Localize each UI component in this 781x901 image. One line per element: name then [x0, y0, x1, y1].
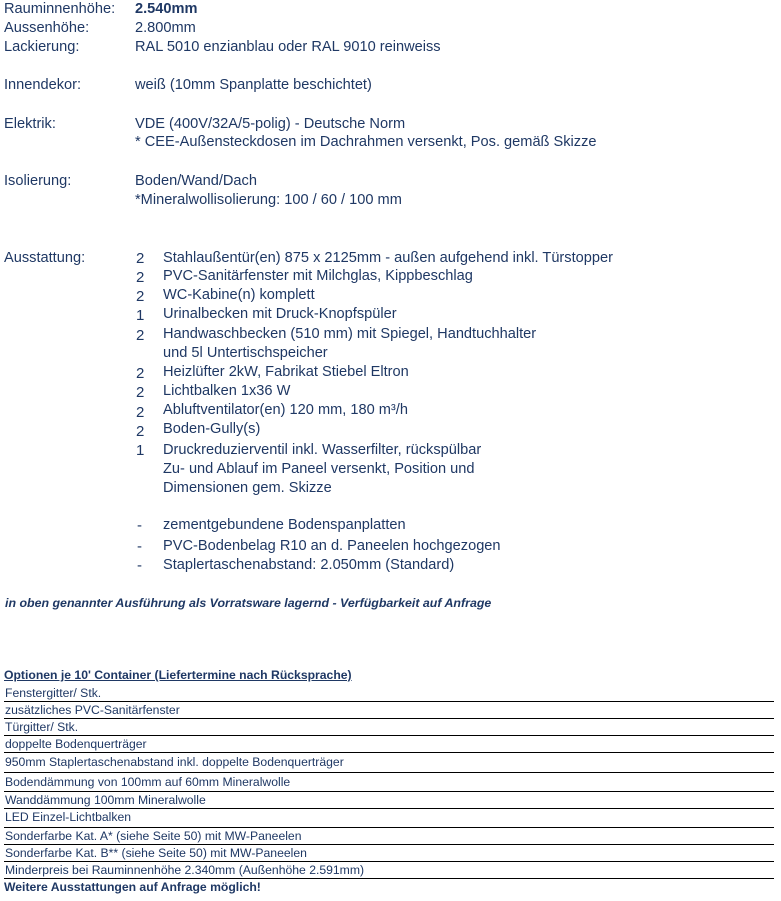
item-qty: 2	[136, 288, 145, 305]
option-label: Sonderfarbe Kat. A* (siehe Seite 50) mit MW-Paneelen	[5, 829, 302, 843]
option-label: Türgitter/ Stk.	[5, 720, 79, 734]
spec-value-aussenhoehe: 2.800mm	[135, 20, 196, 36]
option-row	[4, 792, 774, 809]
option-row	[4, 773, 774, 792]
spec-value-rauminnenhoehe: 2.540mm	[135, 1, 198, 17]
item-qty: 1	[136, 442, 145, 459]
item-text-cont: und 5l Untertischspeicher	[163, 345, 328, 361]
item-text: Abluftventilator(en) 120 mm, 180 m³/h	[163, 402, 408, 418]
item-text-cont: Zu- und Ablauf im Paneel versenkt, Position und	[163, 461, 475, 477]
option-label: doppelte Bodenquerträger	[5, 737, 147, 751]
extra-text: zementgebundene Bodenspanplatten	[163, 517, 406, 533]
option-label: Wanddämmung 100mm Mineralwolle	[5, 793, 206, 807]
item-text: WC-Kabine(n) komplett	[163, 287, 315, 303]
option-label: zusätzliches PVC-Sanitärfenster	[5, 703, 180, 717]
option-label: LED Einzel-Lichtbalken	[5, 810, 132, 824]
item-qty: 2	[136, 404, 145, 421]
option-label: Sonderfarbe Kat. B** (siehe Seite 50) mit MW-Paneelen	[5, 846, 307, 860]
extra-dash: -	[137, 517, 142, 534]
spec-value-elektrik-note: * CEE-Außensteckdosen im Dachrahmen versenkt, Pos. gemäß Skizze	[135, 134, 597, 150]
option-row	[4, 753, 774, 773]
item-qty: 2	[136, 365, 145, 382]
extra-dash: -	[137, 538, 142, 555]
item-text-cont: Dimensionen gem. Skizze	[163, 480, 332, 496]
spec-value-isolierung: Boden/Wand/Dach	[135, 173, 257, 189]
options-footer: Weitere Ausstattungen auf Anfrage möglich!	[4, 880, 261, 894]
spec-value-isolierung-note: *Mineralwollisolierung: 100 / 60 / 100 mm	[135, 192, 402, 208]
spec-label-isolierung: Isolierung:	[4, 173, 72, 189]
item-qty: 1	[136, 307, 145, 324]
spec-value-lackierung: RAL 5010 enzianblau oder RAL 9010 reinweiss	[135, 39, 441, 55]
item-qty: 2	[136, 423, 145, 440]
item-text: Lichtbalken 1x36 W	[163, 383, 291, 399]
item-qty: 2	[136, 327, 145, 344]
extra-text: Staplertaschenabstand: 2.050mm (Standard)	[163, 557, 455, 573]
option-row	[4, 702, 774, 719]
item-qty: 2	[136, 384, 145, 401]
item-text: Druckreduzierventil inkl. Wasserfilter, rückspülbar	[163, 442, 482, 458]
spec-label-aussenhoehe: Aussenhöhe:	[4, 20, 90, 36]
item-text: PVC-Sanitärfenster mit Milchglas, Kippbeschlag	[163, 268, 473, 284]
extra-text: PVC-Bodenbelag R10 an d. Paneelen hochgezogen	[163, 538, 501, 554]
spec-label-elektrik: Elektrik:	[4, 116, 56, 132]
option-row	[4, 809, 774, 828]
options-title: Optionen je 10' Container (Liefertermine nach Rücksprache)	[4, 668, 352, 682]
extra-dash: -	[137, 557, 142, 574]
item-qty: 2	[136, 250, 145, 267]
option-row	[4, 845, 774, 862]
option-label: Minderpreis bei Rauminnenhöhe 2.340mm (Außenhöhe 2.591mm)	[5, 863, 365, 877]
item-text: Heizlüfter 2kW, Fabrikat Stiebel Eltron	[163, 364, 409, 380]
item-text: Urinalbecken mit Druck-Knopfspüler	[163, 306, 397, 322]
availability-note: in oben genannter Ausführung als Vorratsware lagernd - Verfügbarkeit auf Anfrage	[5, 596, 492, 610]
option-row	[4, 828, 774, 845]
spec-label-rauminnenhoehe: Rauminnenhöhe:	[4, 1, 116, 17]
option-row	[4, 736, 774, 753]
spec-label-innendekor: Innendekor:	[4, 77, 82, 93]
option-label: 950mm Staplertaschenabstand inkl. doppelte Bodenquerträger	[5, 755, 344, 769]
spec-value-innendekor: weiß (10mm Spanplatte beschichtet)	[135, 77, 372, 93]
item-qty: 2	[136, 269, 145, 286]
spec-value-elektrik: VDE (400V/32A/5-polig) - Deutsche Norm	[135, 116, 406, 132]
ausstattung-label: Ausstattung:	[4, 250, 86, 266]
option-label: Bodendämmung von 100mm auf 60mm Mineralwolle	[5, 775, 291, 789]
item-text: Boden-Gully(s)	[163, 421, 261, 437]
option-row	[4, 862, 774, 879]
item-text: Stahlaußentür(en) 875 x 2125mm - außen aufgehend inkl. Türstopper	[163, 250, 613, 266]
option-row	[4, 685, 774, 702]
option-label: Fenstergitter/ Stk.	[5, 686, 102, 700]
spec-label-lackierung: Lackierung:	[4, 39, 80, 55]
item-text: Handwaschbecken (510 mm) mit Spiegel, Handtuchhalter	[163, 326, 537, 342]
option-row	[4, 719, 774, 736]
